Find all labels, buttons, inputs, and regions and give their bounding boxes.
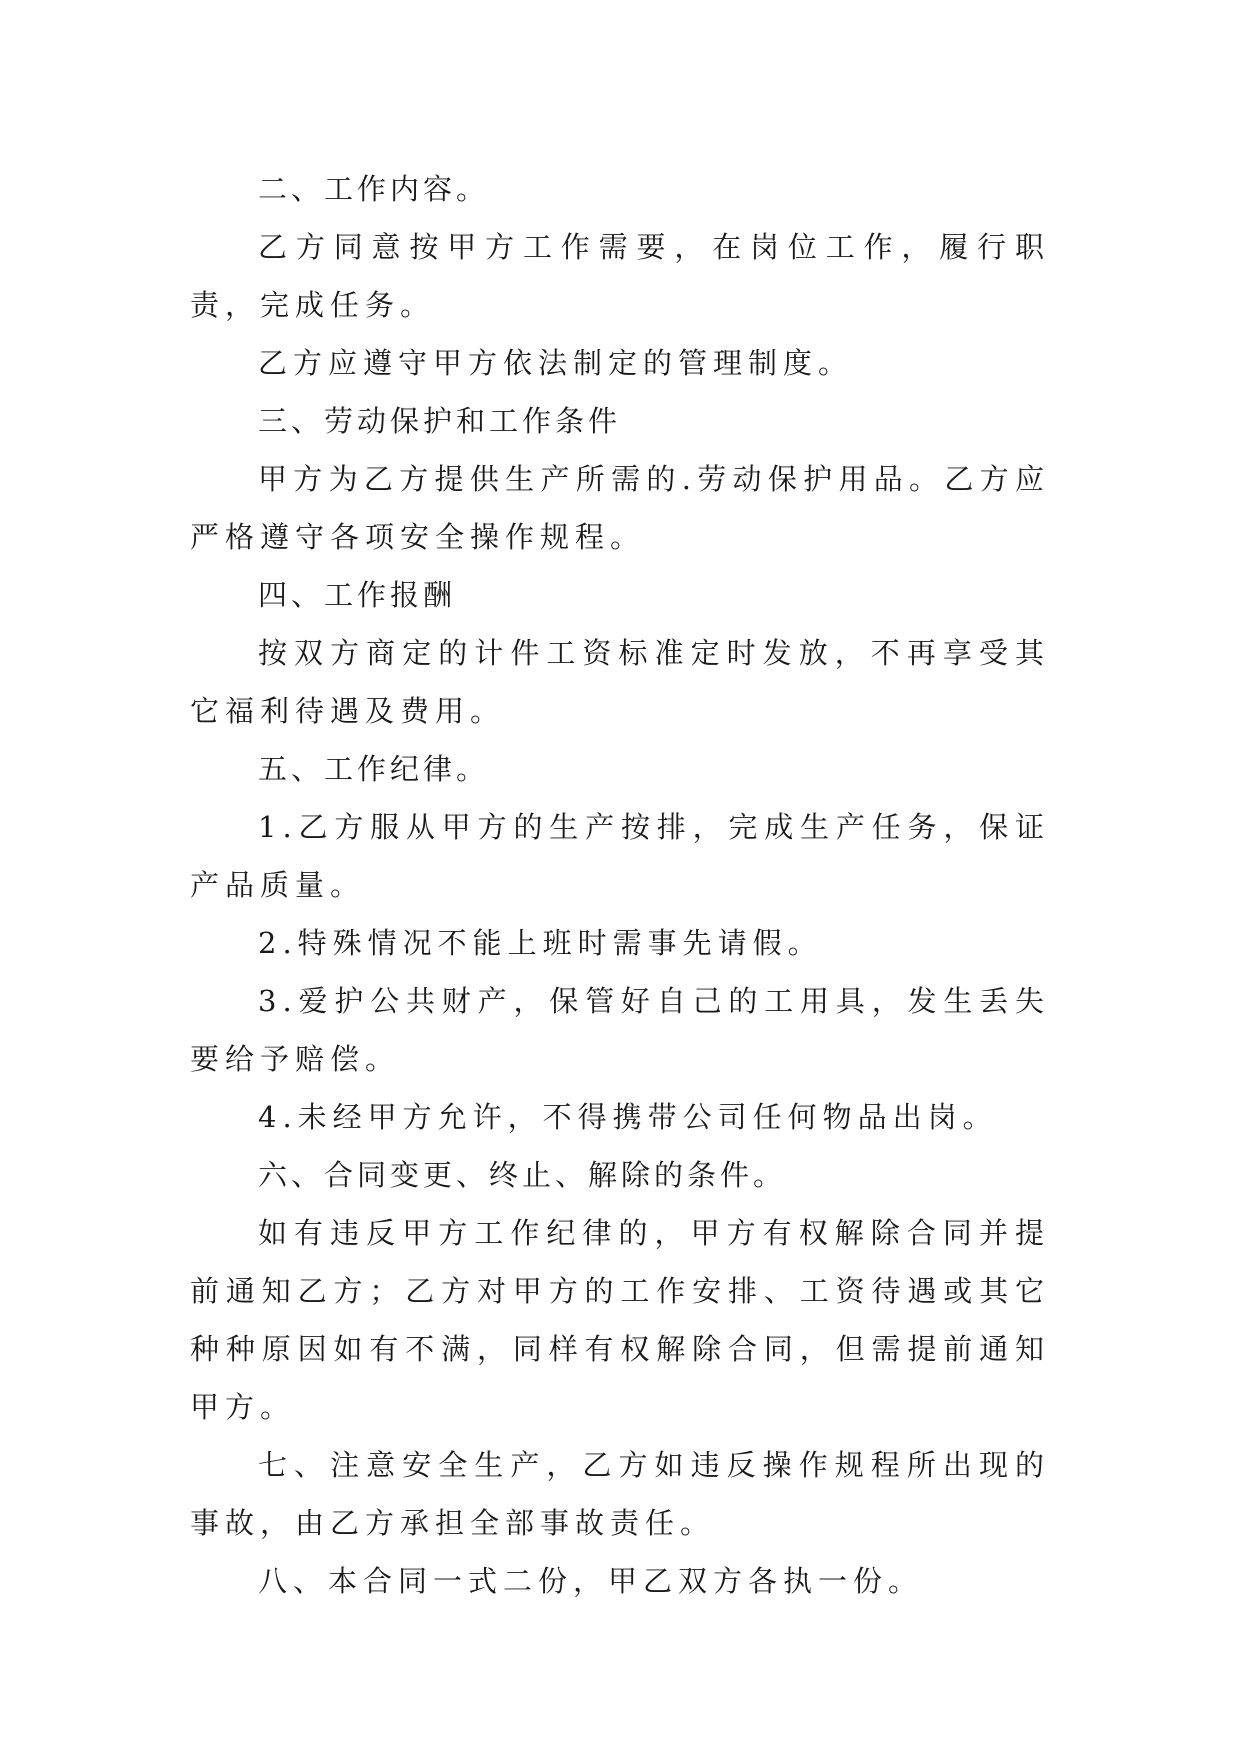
section-heading-discipline: 五、工作纪律。 (258, 752, 490, 786)
paragraph-protection-supplies: 甲方为乙方提供生产所需的.劳动保护用品。乙方应严格遵守各项安全操作规程。 (190, 462, 1050, 554)
list-item-discipline-2: 2.特殊情况不能上班时需事先请假。 (258, 926, 823, 960)
paragraph-management-rules: 乙方应遵守甲方依法制定的管理制度。 (258, 346, 854, 380)
paragraph-safety-production: 七、注意安全生产，乙方如违反操作规程所出现的事故，由乙方承担全部事故责任。 (190, 1448, 1050, 1540)
paragraph-copies: 八、本合同一式二份，甲乙双方各执一份。 (258, 1564, 924, 1598)
list-item-discipline-3: 3.爱护公共财产，保管好自己的工用具，发生丢失要给予赔偿。 (190, 984, 1050, 1076)
list-item-discipline-1: 1.乙方服从甲方的生产按排，完成生产任务，保证产品质量。 (190, 810, 1050, 902)
section-heading-contract-change: 六、合同变更、终止、解除的条件。 (258, 1158, 787, 1192)
paragraph-work-duties: 乙方同意按甲方工作需要，在岗位工作，履行职责，完成任务。 (190, 230, 1050, 322)
document-body (190, 160, 1050, 1610)
paragraph-piece-wage: 按双方商定的计件工资标准定时发放，不再享受其它福利待遇及费用。 (190, 636, 1050, 728)
section-heading-labor-protection: 三、劳动保护和工作条件 (258, 404, 622, 438)
list-item-discipline-4: 4.未经甲方允许，不得携带公司任何物品出岗。 (258, 1100, 998, 1134)
paragraph-termination-terms: 如有违反甲方工作纪律的，甲方有权解除合同并提前通知乙方；乙方对甲方的工作安排、工资待遇或其它种种原因如有不满，同样有权解除合同，但需提前通知甲方。 (190, 1216, 1050, 1424)
section-heading-work-content: 二、工作内容。 (258, 172, 490, 206)
section-heading-remuneration: 四、工作报酬 (258, 578, 457, 612)
